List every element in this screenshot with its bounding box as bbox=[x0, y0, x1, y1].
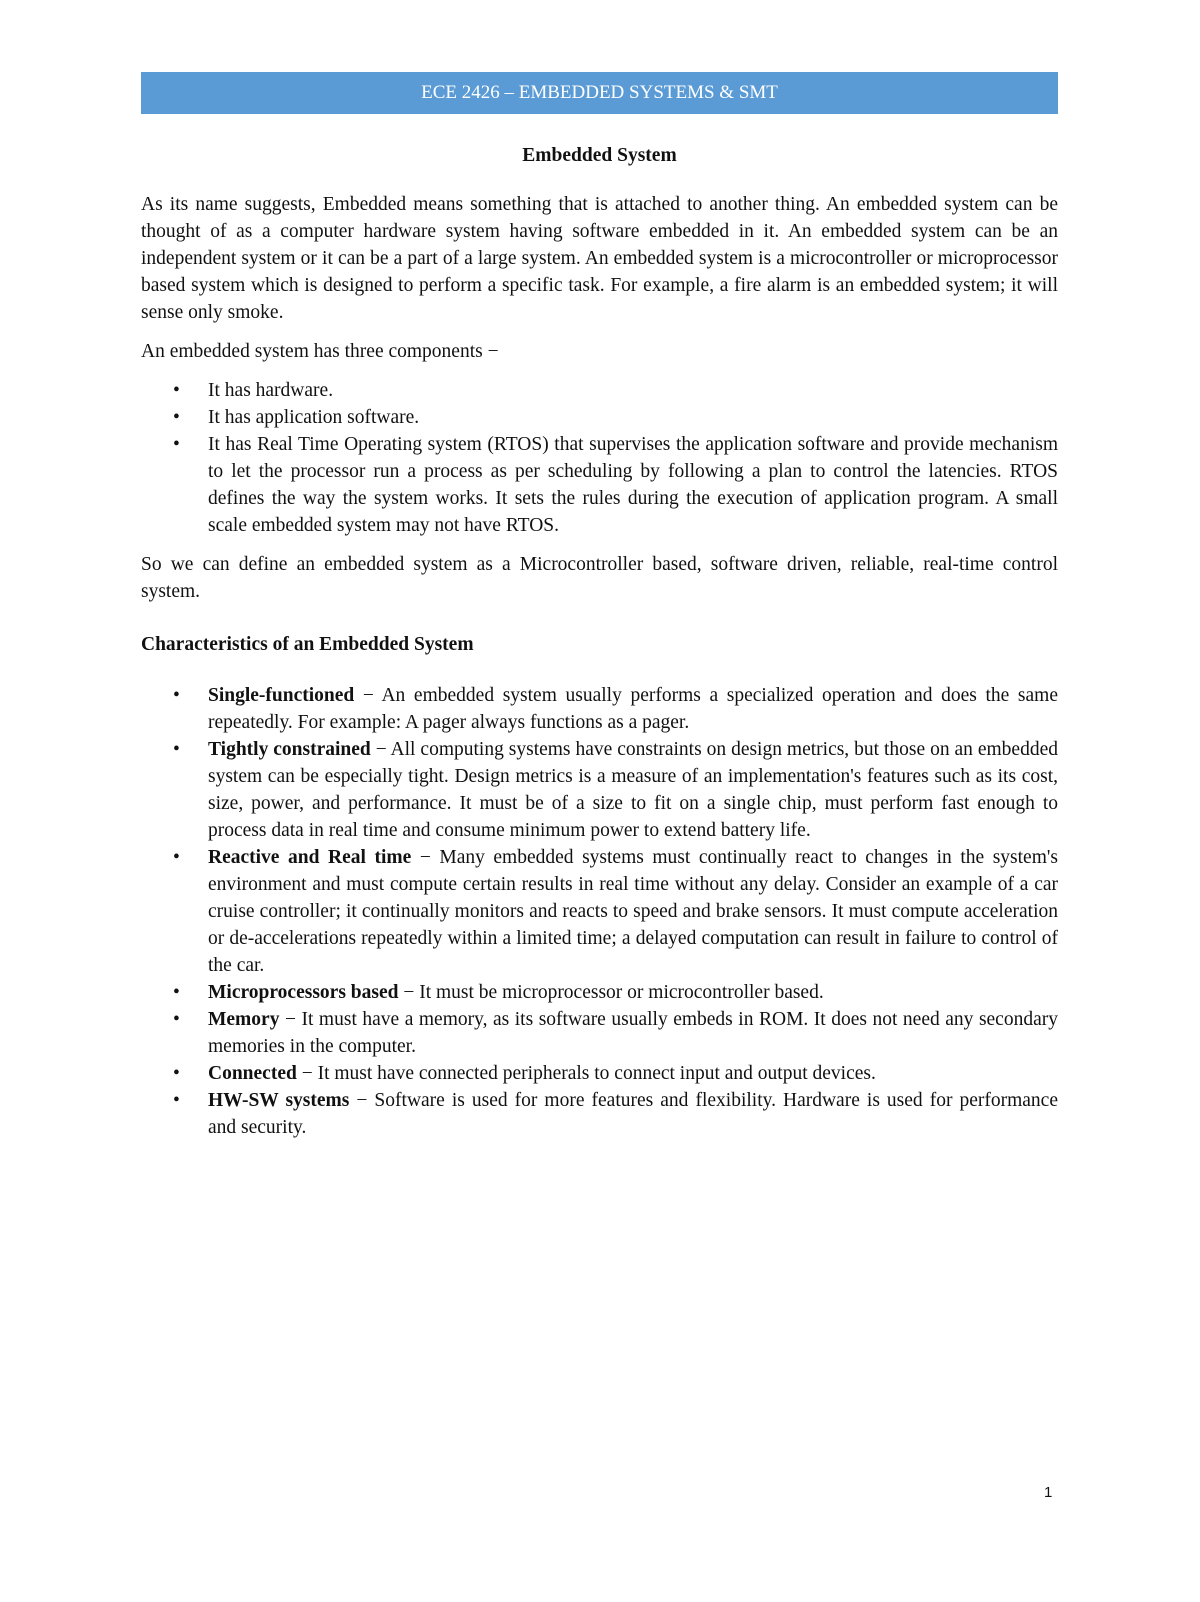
list-item bbox=[141, 1060, 1058, 1087]
list-item bbox=[141, 844, 1058, 979]
list-item bbox=[141, 979, 1058, 1006]
bullet-icon: • bbox=[173, 982, 180, 1003]
list-item bbox=[141, 736, 1058, 844]
characteristic-term: Connected bbox=[208, 1063, 297, 1084]
bullet-icon: • bbox=[173, 1090, 180, 1111]
characteristic-description: − Software is used for more features and flexibility. Hardware is used for performance and security. bbox=[208, 1090, 1058, 1138]
characteristic-term: Memory bbox=[208, 1009, 280, 1030]
list-item bbox=[141, 377, 1058, 404]
list-item bbox=[141, 431, 1058, 539]
characteristic-description: − An embedded system usually performs a specialized operation and does the same repeatedly. For example: A pager always functions as a pager. bbox=[208, 685, 1058, 733]
list-item-text: It has hardware. bbox=[208, 380, 334, 401]
course-header-text: ECE 2426 – EMBEDDED SYSTEMS & SMT bbox=[421, 82, 778, 103]
characteristics-list bbox=[141, 682, 1058, 1141]
characteristic-term: HW-SW systems bbox=[208, 1090, 350, 1111]
section-heading: Characteristics of an Embedded System bbox=[141, 634, 474, 655]
document-body bbox=[141, 142, 1058, 1153]
list-item bbox=[141, 1087, 1058, 1141]
list-item bbox=[141, 682, 1058, 736]
intro-paragraph: As its name suggests, Embedded means something that is attached to another thing. An embedded system can be thought of as a computer hardware system having software embedded in it. An embedded system can be an independent system or it can be a part of a large system. An embedded system is a microcontroller or microprocessor based system which is designed to perform a specific task. For example, a fire alarm is an embedded system; it will sense only smoke. bbox=[141, 194, 1058, 323]
list-item-text: It has Real Time Operating system (RTOS) that supervises the application software and provide mechanism to let the processor run a process as per scheduling by following a plan to control the latencies. RTOS defines the way the system works. It sets the rules during the execution of application program. A small scale embedded system may not have RTOS. bbox=[208, 434, 1058, 536]
bullet-icon: • bbox=[173, 847, 180, 868]
document-title: Embedded System bbox=[522, 145, 677, 166]
components-intro: An embedded system has three components − bbox=[141, 341, 499, 362]
bullet-icon: • bbox=[173, 1063, 180, 1084]
characteristic-description: − It must be microprocessor or microcontroller based. bbox=[398, 982, 824, 1003]
characteristic-description: − Many embedded systems must continually react to changes in the system's environment and must compute certain results in real time without any delay. Consider an example of a car cruise controller; it continually monitors and reacts to speed and brake sensors. It must compute acceleration or de-accelerations repeatedly within a limited time; a delayed computation can result in failure to control of the car. bbox=[208, 847, 1058, 976]
characteristic-term: Reactive and Real time bbox=[208, 847, 412, 868]
characteristic-description: − It must have a memory, as its software usually embeds in ROM. It does not need any secondary memories in the computer. bbox=[208, 1009, 1058, 1057]
bullet-icon: • bbox=[173, 434, 180, 455]
bullet-icon: • bbox=[173, 380, 180, 401]
list-item bbox=[141, 1006, 1058, 1060]
page-number: 1 bbox=[1044, 1484, 1053, 1501]
components-list bbox=[141, 377, 1058, 539]
characteristic-term: Microprocessors based bbox=[208, 982, 399, 1003]
bullet-icon: • bbox=[173, 739, 180, 760]
characteristic-description: − It must have connected peripherals to connect input and output devices. bbox=[296, 1063, 876, 1084]
definition-paragraph: So we can define an embedded system as a Microcontroller based, software driven, reliable, real-time control system. bbox=[141, 554, 1058, 602]
characteristic-term: Single-functioned bbox=[208, 685, 355, 706]
list-item bbox=[141, 404, 1058, 431]
list-item-text: It has application software. bbox=[208, 407, 420, 428]
characteristic-description: − All computing systems have constraints on design metrics, but those on an embedded system can be especially tight. Design metrics is a measure of an implementation's features such as its cost, size, power, and performance. It must be of a size to fit on a single chip, must perform fast enough to process data in real time and consume minimum power to extend battery life. bbox=[208, 739, 1058, 841]
course-header-banner bbox=[141, 72, 1058, 114]
bullet-icon: • bbox=[173, 407, 180, 428]
bullet-icon: • bbox=[173, 685, 180, 706]
bullet-icon: • bbox=[173, 1009, 180, 1030]
characteristic-term: Tightly constrained bbox=[208, 739, 371, 760]
